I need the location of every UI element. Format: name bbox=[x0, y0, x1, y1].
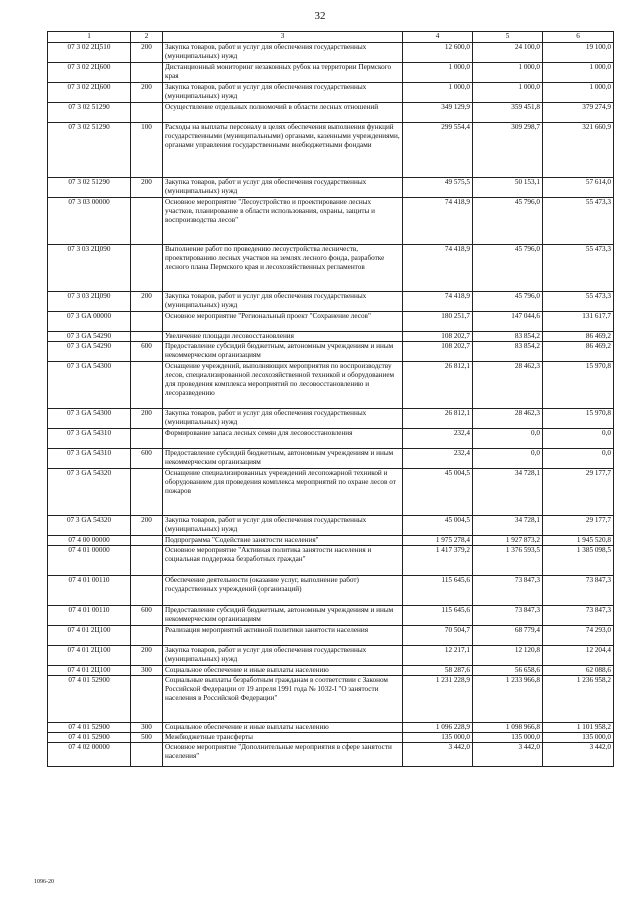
table-row bbox=[48, 733, 614, 743]
cell-value-col4: 115 645,6 bbox=[403, 606, 473, 626]
page-number: 32 bbox=[314, 10, 326, 22]
table-row bbox=[48, 83, 614, 103]
cell-name: Дистанционный мониторинг незаконных рубок на территории Пермского края bbox=[163, 63, 403, 83]
cell-name: Основное мероприятие "Дополнительные мероприятия в сфере занятости населения" bbox=[163, 743, 403, 767]
cell-value-col4: 180 251,7 bbox=[403, 312, 473, 332]
cell-value-col4: 299 554,4 bbox=[403, 123, 473, 178]
cell-value-col6: 135 000,0 bbox=[543, 733, 614, 743]
cell-value-col6: 1 101 958,2 bbox=[543, 723, 614, 733]
cell-value-col5: 83 854,2 bbox=[473, 342, 543, 362]
table-row bbox=[48, 646, 614, 666]
header-col-5: 5 bbox=[473, 32, 543, 43]
cell-value-col4: 3 442,0 bbox=[403, 743, 473, 767]
cell-name: Подпрограмма "Содействие занятости населения" bbox=[163, 536, 403, 546]
table-row bbox=[48, 429, 614, 449]
cell-expense-type bbox=[131, 546, 163, 576]
cell-value-col4: 45 004,5 bbox=[403, 469, 473, 516]
cell-name: Расходы на выплаты персоналу в целях обеспечения выполнения функций государственными (муниципальными) органами, казенными учреждениями, органами управления государственными внебюджетными фондами bbox=[163, 123, 403, 178]
cell-expense-type: 200 bbox=[131, 646, 163, 666]
header-col-2: 2 bbox=[131, 32, 163, 43]
cell-name: Закупка товаров, работ и услуг для обеспечения государственных (муниципальных) нужд bbox=[163, 292, 403, 312]
header-col-4: 4 bbox=[403, 32, 473, 43]
table-row bbox=[48, 43, 614, 63]
cell-expense-type: 100 bbox=[131, 123, 163, 178]
cell-expense-type bbox=[131, 429, 163, 449]
table-row bbox=[48, 178, 614, 198]
cell-expense-type bbox=[131, 743, 163, 767]
cell-value-col5: 0,0 bbox=[473, 449, 543, 469]
table-row bbox=[48, 606, 614, 626]
cell-value-col5: 1 000,0 bbox=[473, 63, 543, 83]
cell-name: Обеспечение деятельности (оказание услуг, выполнение работ) государственных учреждений (организаций) bbox=[163, 576, 403, 606]
cell-code: 07 3 02 51290 bbox=[48, 123, 131, 178]
table-row bbox=[48, 123, 614, 178]
cell-code: 07 3 GA 54290 bbox=[48, 332, 131, 342]
table-row bbox=[48, 743, 614, 767]
cell-value-col6: 57 614,0 bbox=[543, 178, 614, 198]
cell-value-col5: 73 847,3 bbox=[473, 576, 543, 606]
cell-name: Межбюджетные трансферты bbox=[163, 733, 403, 743]
cell-value-col5: 135 000,0 bbox=[473, 733, 543, 743]
cell-code: 07 3 GA 54310 bbox=[48, 429, 131, 449]
cell-value-col6: 379 274,9 bbox=[543, 103, 614, 123]
cell-value-col6: 19 100,0 bbox=[543, 43, 614, 63]
cell-expense-type: 200 bbox=[131, 516, 163, 536]
table-row bbox=[48, 409, 614, 429]
cell-value-col5: 28 462,3 bbox=[473, 362, 543, 409]
cell-expense-type: 600 bbox=[131, 449, 163, 469]
cell-value-col6: 0,0 bbox=[543, 449, 614, 469]
cell-code: 07 3 02 2Ц510 bbox=[48, 43, 131, 63]
cell-value-col6: 73 847,3 bbox=[543, 576, 614, 606]
cell-value-col5: 56 658,6 bbox=[473, 666, 543, 676]
cell-value-col4: 232,4 bbox=[403, 429, 473, 449]
cell-code: 07 4 02 00000 bbox=[48, 743, 131, 767]
cell-expense-type bbox=[131, 63, 163, 83]
cell-value-col4: 135 000,0 bbox=[403, 733, 473, 743]
cell-value-col6: 73 847,3 bbox=[543, 606, 614, 626]
table-row bbox=[48, 103, 614, 123]
table-row bbox=[48, 332, 614, 342]
cell-expense-type: 200 bbox=[131, 292, 163, 312]
cell-value-col6: 15 970,8 bbox=[543, 362, 614, 409]
cell-value-col5: 28 462,3 bbox=[473, 409, 543, 429]
cell-value-col4: 108 202,7 bbox=[403, 342, 473, 362]
cell-value-col4: 49 575,5 bbox=[403, 178, 473, 198]
header-row bbox=[48, 32, 614, 43]
cell-value-col4: 1 000,0 bbox=[403, 63, 473, 83]
cell-expense-type: 300 bbox=[131, 666, 163, 676]
cell-value-col6: 1 236 958,2 bbox=[543, 676, 614, 723]
table-row bbox=[48, 449, 614, 469]
cell-value-col5: 3 442,0 bbox=[473, 743, 543, 767]
cell-name: Увеличение площади лесовосстановления bbox=[163, 332, 403, 342]
cell-name: Оснащение учреждений, выполняющих мероприятия по воспроизводству лесов, специализированной лесохозяйственной техникой и оборудованием для проведения комплекса мероприятий по лесовосстановлению и лесоразведению bbox=[163, 362, 403, 409]
cell-value-col5: 45 796,0 bbox=[473, 292, 543, 312]
cell-value-col5: 1 233 966,8 bbox=[473, 676, 543, 723]
cell-expense-type: 300 bbox=[131, 723, 163, 733]
cell-expense-type bbox=[131, 103, 163, 123]
cell-name: Предоставление субсидий бюджетным, автономным учреждениям и иным некоммерческим организациям bbox=[163, 606, 403, 626]
cell-value-col4: 1 975 278,4 bbox=[403, 536, 473, 546]
header-col-1: 1 bbox=[48, 32, 131, 43]
cell-value-col4: 26 812,1 bbox=[403, 409, 473, 429]
cell-code: 07 3 02 2Ц600 bbox=[48, 83, 131, 103]
cell-expense-type bbox=[131, 576, 163, 606]
cell-code: 07 3 GA 54320 bbox=[48, 516, 131, 536]
table-row bbox=[48, 342, 614, 362]
cell-code: 07 4 01 00110 bbox=[48, 576, 131, 606]
cell-name: Основное мероприятие "Лесоустройство и проектирование лесных участков, планирование в области использования, охраны, защиты и воспроизводства лесов" bbox=[163, 198, 403, 245]
cell-value-col5: 45 796,0 bbox=[473, 245, 543, 292]
cell-name: Предоставление субсидий бюджетным, автономным учреждениям и иным некоммерческим организациям bbox=[163, 449, 403, 469]
cell-value-col4: 26 812,1 bbox=[403, 362, 473, 409]
table-row bbox=[48, 546, 614, 576]
cell-value-col6: 55 473,3 bbox=[543, 245, 614, 292]
cell-value-col4: 115 645,6 bbox=[403, 576, 473, 606]
cell-code: 07 4 01 00110 bbox=[48, 606, 131, 626]
footer-code: 1096-20 bbox=[34, 879, 54, 885]
cell-name: Закупка товаров, работ и услуг для обеспечения государственных (муниципальных) нужд bbox=[163, 43, 403, 63]
cell-code: 07 4 01 52900 bbox=[48, 723, 131, 733]
cell-name: Основное мероприятие "Активная политика занятости населения и социальная поддержка безработных граждан" bbox=[163, 546, 403, 576]
cell-code: 07 4 00 00000 bbox=[48, 536, 131, 546]
cell-name: Закупка товаров, работ и услуг для обеспечения государственных (муниципальных) нужд bbox=[163, 83, 403, 103]
table-row bbox=[48, 666, 614, 676]
cell-value-col6: 1 000,0 bbox=[543, 63, 614, 83]
cell-name: Выполнение работ по проведению лесоустройства лесничеств, проектированию лесных участков на землях лесного фонда, разработке лесного плана Пермского края и лесохозяйственных регламентов bbox=[163, 245, 403, 292]
cell-name: Социальные выплаты безработным гражданам в соответствии с Законом Российской Федерации от 19 апреля 1991 года № 1032-I "О занятости населения в Российской Федерации" bbox=[163, 676, 403, 723]
cell-value-col5: 34 728,1 bbox=[473, 516, 543, 536]
cell-name: Реализация мероприятий активной политики занятости населения bbox=[163, 626, 403, 646]
cell-name: Социальное обеспечение и иные выплаты населению bbox=[163, 723, 403, 733]
cell-code: 07 3 03 00000 bbox=[48, 198, 131, 245]
cell-value-col4: 74 418,9 bbox=[403, 198, 473, 245]
cell-value-col5: 1 927 873,2 bbox=[473, 536, 543, 546]
header-col-6: 6 bbox=[543, 32, 614, 43]
cell-value-col6: 15 970,8 bbox=[543, 409, 614, 429]
cell-value-col5: 147 044,6 bbox=[473, 312, 543, 332]
cell-expense-type bbox=[131, 198, 163, 245]
table-row bbox=[48, 676, 614, 723]
cell-code: 07 4 01 2Ц100 bbox=[48, 666, 131, 676]
cell-value-col4: 1 096 228,9 bbox=[403, 723, 473, 733]
cell-code: 07 4 01 2Ц100 bbox=[48, 626, 131, 646]
cell-code: 07 3 GA 54290 bbox=[48, 342, 131, 362]
cell-expense-type: 200 bbox=[131, 409, 163, 429]
cell-value-col6: 321 660,9 bbox=[543, 123, 614, 178]
cell-value-col5: 309 298,7 bbox=[473, 123, 543, 178]
cell-expense-type bbox=[131, 469, 163, 516]
cell-value-col6: 29 177,7 bbox=[543, 516, 614, 536]
cell-value-col6: 0,0 bbox=[543, 429, 614, 449]
cell-value-col6: 131 617,7 bbox=[543, 312, 614, 332]
cell-value-col4: 74 418,9 bbox=[403, 292, 473, 312]
cell-expense-type bbox=[131, 362, 163, 409]
cell-value-col5: 1 000,0 bbox=[473, 83, 543, 103]
cell-value-col4: 58 287,6 bbox=[403, 666, 473, 676]
cell-value-col4: 12 217,1 bbox=[403, 646, 473, 666]
cell-name: Предоставление субсидий бюджетным, автономным учреждениям и иным некоммерческим организациям bbox=[163, 342, 403, 362]
cell-code: 07 3 02 51290 bbox=[48, 178, 131, 198]
cell-name: Закупка товаров, работ и услуг для обеспечения государственных (муниципальных) нужд bbox=[163, 178, 403, 198]
cell-value-col4: 232,4 bbox=[403, 449, 473, 469]
table-row bbox=[48, 312, 614, 332]
table-row bbox=[48, 626, 614, 646]
cell-code: 07 3 GA 54320 bbox=[48, 469, 131, 516]
cell-code: 07 3 02 2Ц600 bbox=[48, 63, 131, 83]
cell-value-col4: 108 202,7 bbox=[403, 332, 473, 342]
cell-expense-type: 200 bbox=[131, 178, 163, 198]
cell-value-col5: 1 376 593,5 bbox=[473, 546, 543, 576]
cell-value-col6: 55 473,3 bbox=[543, 292, 614, 312]
cell-value-col6: 3 442,0 bbox=[543, 743, 614, 767]
cell-value-col6: 1 945 520,8 bbox=[543, 536, 614, 546]
cell-value-col5: 50 153,1 bbox=[473, 178, 543, 198]
cell-value-col5: 34 728,1 bbox=[473, 469, 543, 516]
cell-name: Социальное обеспечение и иные выплаты населению bbox=[163, 666, 403, 676]
cell-value-col5: 45 796,0 bbox=[473, 198, 543, 245]
cell-code: 07 3 02 51290 bbox=[48, 103, 131, 123]
table-row bbox=[48, 362, 614, 409]
cell-expense-type bbox=[131, 626, 163, 646]
cell-expense-type: 200 bbox=[131, 83, 163, 103]
cell-value-col5: 1 098 966,8 bbox=[473, 723, 543, 733]
header-col-3: 3 bbox=[163, 32, 403, 43]
cell-expense-type bbox=[131, 332, 163, 342]
cell-value-col6: 62 088,6 bbox=[543, 666, 614, 676]
cell-expense-type: 600 bbox=[131, 342, 163, 362]
cell-value-col4: 1 000,0 bbox=[403, 83, 473, 103]
cell-value-col6: 12 204,4 bbox=[543, 646, 614, 666]
cell-value-col6: 55 473,3 bbox=[543, 198, 614, 245]
cell-code: 07 4 01 2Ц100 bbox=[48, 646, 131, 666]
cell-value-col4: 349 129,9 bbox=[403, 103, 473, 123]
cell-value-col5: 359 451,8 bbox=[473, 103, 543, 123]
cell-expense-type: 500 bbox=[131, 733, 163, 743]
cell-value-col5: 73 847,3 bbox=[473, 606, 543, 626]
cell-value-col4: 45 004,5 bbox=[403, 516, 473, 536]
cell-value-col5: 24 100,0 bbox=[473, 43, 543, 63]
table-row bbox=[48, 245, 614, 292]
budget-table bbox=[47, 31, 614, 767]
cell-expense-type bbox=[131, 676, 163, 723]
cell-value-col6: 86 469,2 bbox=[543, 342, 614, 362]
cell-name: Осуществление отдельных полномочий в области лесных отношений bbox=[163, 103, 403, 123]
cell-name: Оснащение специализированных учреждений лесопожарной техникой и оборудованием для проведения комплекса мероприятий по охране лесов от пожаров bbox=[163, 469, 403, 516]
cell-value-col5: 0,0 bbox=[473, 429, 543, 449]
cell-code: 07 4 01 52900 bbox=[48, 733, 131, 743]
cell-value-col6: 1 000,0 bbox=[543, 83, 614, 103]
table-row bbox=[48, 516, 614, 536]
cell-name: Закупка товаров, работ и услуг для обеспечения государственных (муниципальных) нужд bbox=[163, 409, 403, 429]
cell-code: 07 3 03 2Ц090 bbox=[48, 292, 131, 312]
table-row bbox=[48, 469, 614, 516]
cell-value-col6: 86 469,2 bbox=[543, 332, 614, 342]
cell-name: Основное мероприятие "Региональный проект "Сохранение лесов" bbox=[163, 312, 403, 332]
table-row bbox=[48, 536, 614, 546]
cell-value-col5: 12 120,8 bbox=[473, 646, 543, 666]
cell-value-col6: 1 385 098,5 bbox=[543, 546, 614, 576]
table-header bbox=[48, 32, 614, 43]
cell-expense-type: 200 bbox=[131, 43, 163, 63]
cell-value-col5: 68 779,4 bbox=[473, 626, 543, 646]
cell-code: 07 3 GA 00000 bbox=[48, 312, 131, 332]
cell-value-col4: 12 600,0 bbox=[403, 43, 473, 63]
cell-value-col6: 29 177,7 bbox=[543, 469, 614, 516]
cell-expense-type bbox=[131, 245, 163, 292]
table-row bbox=[48, 63, 614, 83]
cell-value-col6: 74 293,0 bbox=[543, 626, 614, 646]
cell-expense-type bbox=[131, 312, 163, 332]
table-row bbox=[48, 198, 614, 245]
cell-value-col4: 1 231 228,9 bbox=[403, 676, 473, 723]
cell-expense-type: 600 bbox=[131, 606, 163, 626]
table-row bbox=[48, 576, 614, 606]
cell-code: 07 3 GA 54300 bbox=[48, 362, 131, 409]
cell-name: Формирование запаса лесных семян для лесовосстановления bbox=[163, 429, 403, 449]
cell-name: Закупка товаров, работ и услуг для обеспечения государственных (муниципальных) нужд bbox=[163, 646, 403, 666]
cell-code: 07 3 GA 54310 bbox=[48, 449, 131, 469]
table-row bbox=[48, 723, 614, 733]
cell-value-col4: 1 417 379,2 bbox=[403, 546, 473, 576]
cell-code: 07 3 GA 54300 bbox=[48, 409, 131, 429]
cell-value-col5: 83 854,2 bbox=[473, 332, 543, 342]
cell-name: Закупка товаров, работ и услуг для обеспечения государственных (муниципальных) нужд bbox=[163, 516, 403, 536]
table-row bbox=[48, 292, 614, 312]
cell-expense-type bbox=[131, 536, 163, 546]
cell-value-col4: 74 418,9 bbox=[403, 245, 473, 292]
table-body bbox=[48, 43, 614, 767]
cell-code: 07 3 03 2Ц090 bbox=[48, 245, 131, 292]
cell-value-col4: 70 504,7 bbox=[403, 626, 473, 646]
cell-code: 07 4 01 00000 bbox=[48, 546, 131, 576]
cell-code: 07 4 01 52900 bbox=[48, 676, 131, 723]
